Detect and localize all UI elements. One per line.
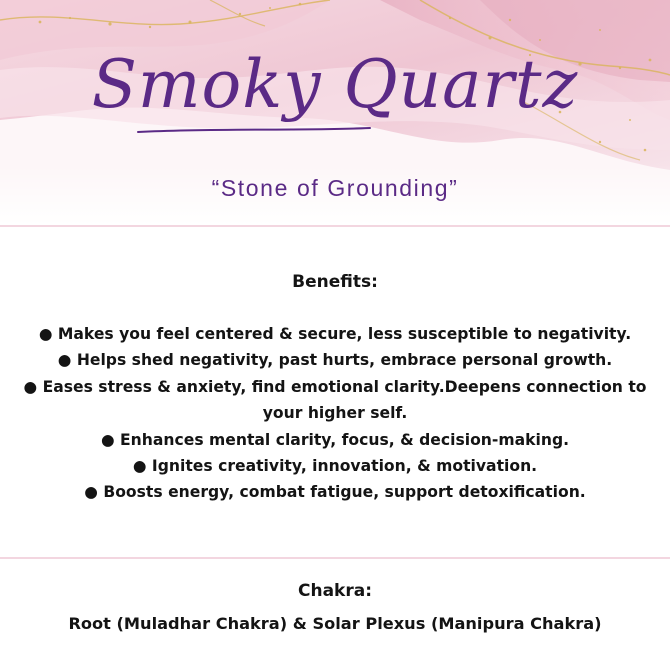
benefit-item bbox=[20, 479, 650, 505]
chakra-value: Root (Muladhar Chakra) & Solar Plexus (Manipura Chakra) bbox=[68, 614, 602, 633]
benefits-list bbox=[20, 321, 650, 506]
benefit-item bbox=[20, 374, 650, 427]
benefit-text: Ignites creativity, innovation, & motivation. bbox=[151, 457, 538, 476]
benefit-text: Boosts energy, combat fatigue, support detoxification. bbox=[103, 483, 586, 502]
bullet-icon: ● bbox=[100, 430, 115, 449]
bullet-icon: ● bbox=[38, 325, 53, 343]
chakra-heading: Chakra: bbox=[297, 581, 372, 601]
benefits-heading: Benefits: bbox=[292, 272, 378, 292]
benefit-item bbox=[20, 427, 650, 453]
bullet-icon: ● bbox=[57, 351, 72, 370]
benefit-item bbox=[20, 453, 650, 479]
benefit-text: Helps shed negativity, past hurts, embrace personal growth. bbox=[76, 351, 613, 370]
stone-subtitle: “Stone of Grounding” bbox=[211, 175, 459, 201]
bullet-icon: ● bbox=[23, 377, 38, 396]
bullet-icon: ● bbox=[84, 483, 98, 502]
benefit-item bbox=[20, 347, 650, 373]
benefit-item bbox=[20, 321, 650, 347]
bullet-icon: ● bbox=[132, 457, 147, 476]
benefit-text: Makes you feel centered & secure, less susceptible to negativity. bbox=[57, 325, 632, 343]
benefit-text: Enhances mental clarity, focus, & decision-making. bbox=[120, 430, 570, 449]
watercolor-header bbox=[0, 0, 670, 225]
benefit-text: Eases stress & anxiety, find emotional clarity.Deepens connection to your higher self. bbox=[42, 377, 647, 423]
divider-top bbox=[0, 225, 670, 227]
stone-title: Smoky Quartz bbox=[91, 46, 579, 123]
divider-middle bbox=[0, 557, 670, 559]
